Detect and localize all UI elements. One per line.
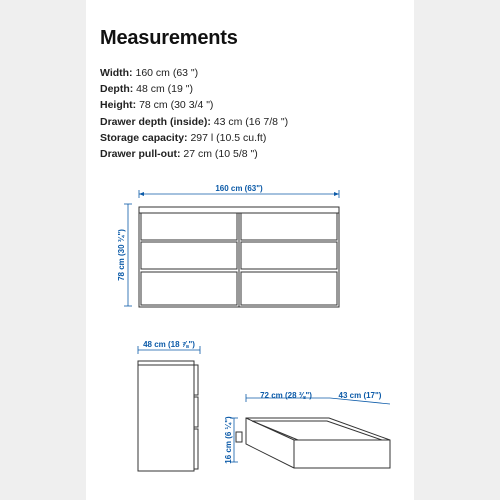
spec-label: Drawer pull-out: (100, 148, 181, 161)
spec-value: 27 cm (10 5/8 ") (180, 148, 258, 161)
page-title: Measurements (100, 27, 238, 49)
front-width-label: 160 cm (63") (215, 184, 263, 193)
front-view-diagram (117, 184, 339, 307)
spec-label: Width: (100, 67, 133, 79)
spec-value: 78 cm (30 3/4 ") (136, 99, 214, 112)
spec-label: Depth: (100, 83, 134, 96)
spec-value: 160 cm (63 ") (132, 67, 199, 79)
spec-value: 297 l (10.5 cu.ft) (187, 131, 267, 144)
spec-label: Height: (100, 99, 137, 112)
measurements-panel (86, 0, 414, 500)
spec-value: 43 cm (16 7/8 ") (210, 115, 289, 128)
side-view-diagram (138, 340, 200, 471)
drawer-diagram (224, 391, 390, 468)
spec-value: 48 cm (19 ") (133, 83, 193, 96)
dimension-drawings (86, 0, 414, 500)
drawer-depth-label: 43 cm (17") (338, 391, 382, 400)
side-depth-label: 48 cm (18 ⅞") (143, 340, 195, 349)
drawer-width-label: 72 cm (28 ⅜") (260, 391, 312, 400)
drawer-height-label: 16 cm (6 ¼") (224, 416, 233, 464)
spec-label: Storage capacity: (100, 131, 188, 144)
front-height-label: 78 cm (30 ¾") (117, 229, 126, 281)
spec-label: Drawer depth (inside): (100, 115, 211, 128)
